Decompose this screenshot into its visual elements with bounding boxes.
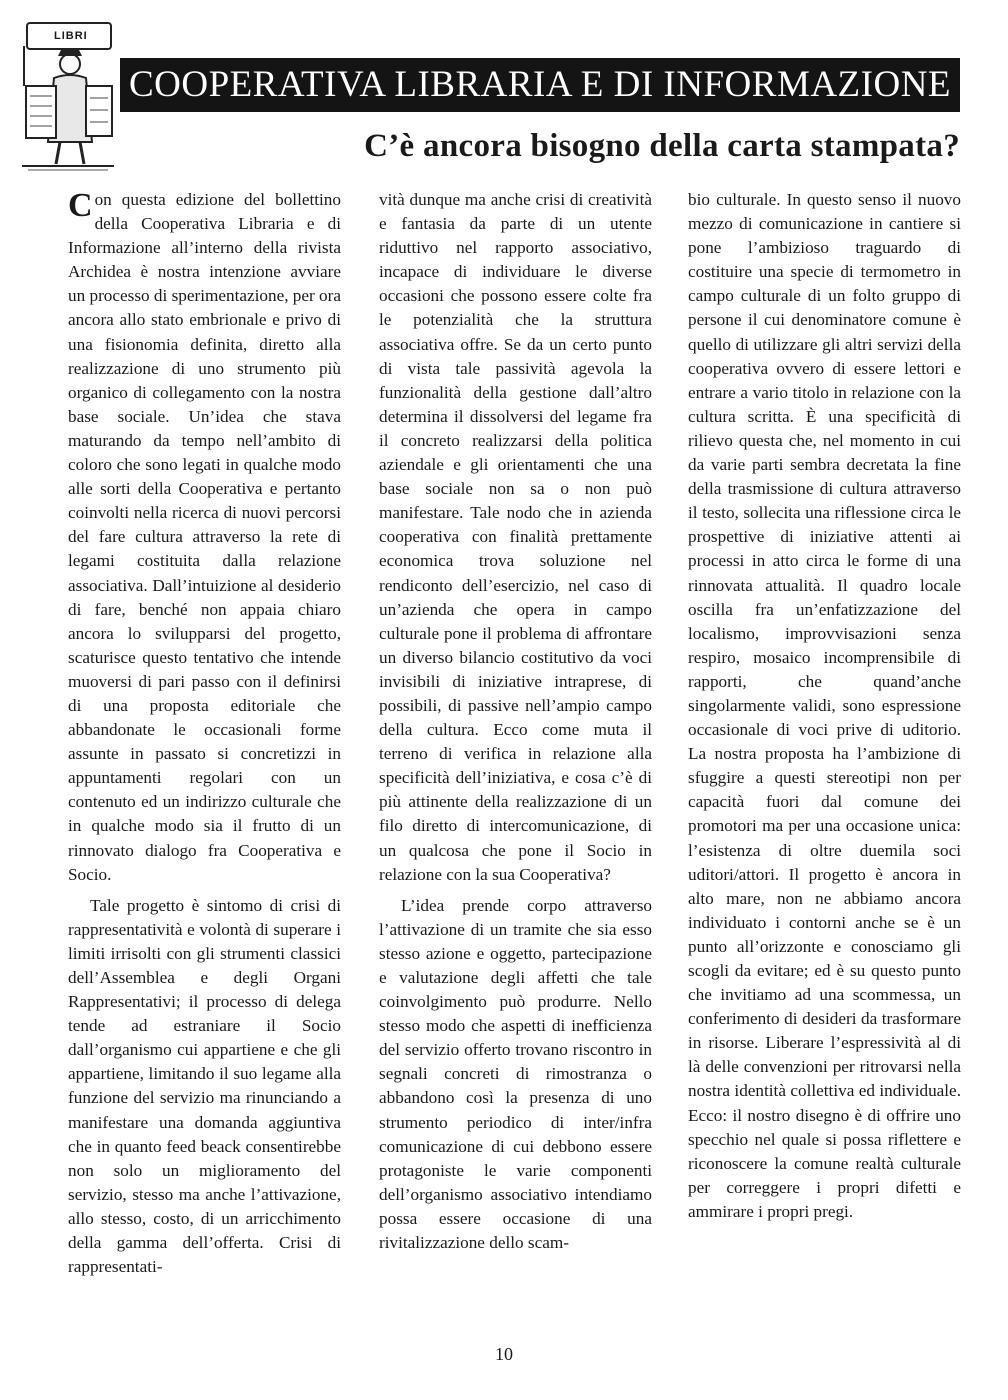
article-paragraph: L’idea prende corpo attraverso l’attivazione di un tramite che sia esso stesso azione e oggetto, partecipazione e valutazione degli affetti che tale coinvolgimento può produrre. Nello stesso modo che aspetti di inefficienza del servizio offerto trovano riscontro in segnali concreti di rimostranza o abbandono così la presenza di uno strumento periodico di inter/infra comunicazione di cui debbono essere protagoniste le varie componenti dell’organismo associativo intendiamo possa essere occasione di una rivitalizzazione dello scam- bbox=[379, 895, 652, 1253]
article-column-1 bbox=[68, 188, 341, 1279]
article-paragraph bbox=[68, 188, 341, 887]
article-column-2 bbox=[379, 188, 652, 1255]
article-column-3 bbox=[688, 188, 961, 1224]
article-headline: C’è ancora bisogno della carta stampata? bbox=[364, 128, 960, 164]
page-number: 10 bbox=[495, 1344, 513, 1364]
drop-cap: C bbox=[68, 187, 93, 224]
section-logo bbox=[18, 22, 118, 172]
bookseller-illustration-icon bbox=[18, 46, 118, 172]
article-paragraph: vità dunque ma anche crisi di creatività e fantasia da parte di un utente riduttivo nel rapporto associativo, incapace di individuare le diverse occasioni che possono essere colte fra le potenzialità che la struttura associativa offre. Se da un certo punto di vista tale passività agevola la funzionalità della gestione dall’altro determina il dissolversi del legame fra il concreto realizzarsi della politica aziendale e gli orientamenti che una base sociale non sa o non può manifestare. Tale nodo che in azienda cooperativa con finalità prettamente economica trova soluzione nel rendiconto dell’esercizio, nel caso di un’azienda che opera in campo culturale pone il problema di affrontare un diverso bilancio costitutivo da voci invisibili di iniziative intraprese, di possibili, di passive nell’ampio campo della cultura. Ecco come muta il terreno di verifica in relazione alla specificità dell’iniziativa, e cosa c’è di più attinente della realizzazione di un filo diretto di intercomunicazione, di un qualcosa che pone il Socio in relazione con la sua Cooperativa? bbox=[379, 190, 652, 884]
article-paragraph: bio culturale. In questo senso il nuovo mezzo di comunicazione in cantiere si pone l’ambizioso traguardo di costituire una specie di termometro in campo culturale di un folto gruppo di persone il cui denominatore comune è quello di utilizzare gli altri servizi della cooperativa ovvero di essere lettori e entrare a vario titolo in relazione con la cultura scritta. È una specificità di rilievo questa che, nel momento in cui da varie parti sembra decretata la fine della trasmissione di cultura attraverso il testo, sollecita una riflessione circa le prospettive di iniziative attenti ai processi in atto circa le forme di una rinnovata attualità. Il quadro locale oscilla fra un’enfatizzazione del localismo, improvvisazioni senza respiro, mosaico incomprensibile di rapporti, che quand’anche singolarmente validi, sono espressione occasionale di voci prive di uditorio. La nostra proposta ha l’ambizione di sfuggire a questi stereotipi non per capacità fuori dal comune dei promotori ma per una occasione unica: l’esistenza di oltre duemila soci uditori/attori. Il progetto è ancora in alto mare, non ne abbiamo ancora individuato i contorni anche se è un punto all’orizzonte e conosciamo gli scogli da evitare; ed è su questo punto che invitiamo ad una scommessa, un conferimento di desideri da trasformare in risorse. Liberare l’espressività al di là delle convenzioni per ritrovarsi nella nostra identità collettiva ed individuale. Ecco: il nostro disegno è di offrire uno specchio nel quale si possa riflettere e riconoscere la comune realtà culturale per correggere i propri difetti e ammirare i propri pregi. bbox=[688, 190, 961, 1221]
paragraph-text: on questa edizione del bollettino della Cooperativa Libraria e di Informazione all’interno della rivista Archidea è nostra intenzione avviare un processo di sperimentazione, per ora ancora allo stato embrionale e privo di una fisionomia definita, diretto alla realizzazione di uno strumento più organico di collegamento con la nostra base sociale. Un’idea che stava maturando da tempo nell’ambito di coloro che sono legati in qualche modo alle sorti della Cooperativa e pertanto coinvolti nella ricerca di nuovi percorsi del fare cultura attraverso la rete di legami costituita dalla relazione associativa. Dall’intuizione al desiderio di fare, benché non appaia chiaro ancora lo svilupparsi del progetto, scaturisce questo tentativo che intende muoversi di pari passo con il definirsi di una proposta editoriale che abbandonate le occasionali forme assunte in passato si concretizzi in appuntamenti regolari con un contenuto ed un indirizzo culturale che in qualche modo sia il frutto di un rinnovato dialogo fra Cooperativa e Socio. bbox=[68, 190, 341, 884]
article-paragraph: Tale progetto è sintomo di crisi di rappresentatività e volontà di superare i limiti irrisolti con gli strumenti classici dell’Assemblea e degli Organi Rappresentativi; il processo di delega tende ad estraniare il Socio dall’organismo cui appartiene e che gli appartiene, limitando il suo legame alla funzione del servizio ma rinunciando a manifestare una domanda aggiuntiva che in quanto feed beack consentirebbe non solo un miglioramento del servizio, stesso ma anche l’attivazione, allo stesso, costo, di un arricchimento della gamma dell’offerta. Crisi di rappresentati- bbox=[68, 895, 341, 1277]
section-tag: LIBRI bbox=[26, 22, 112, 50]
section-banner-title: COOPERATIVA LIBRARIA E DI INFORMAZIONE bbox=[120, 58, 960, 112]
